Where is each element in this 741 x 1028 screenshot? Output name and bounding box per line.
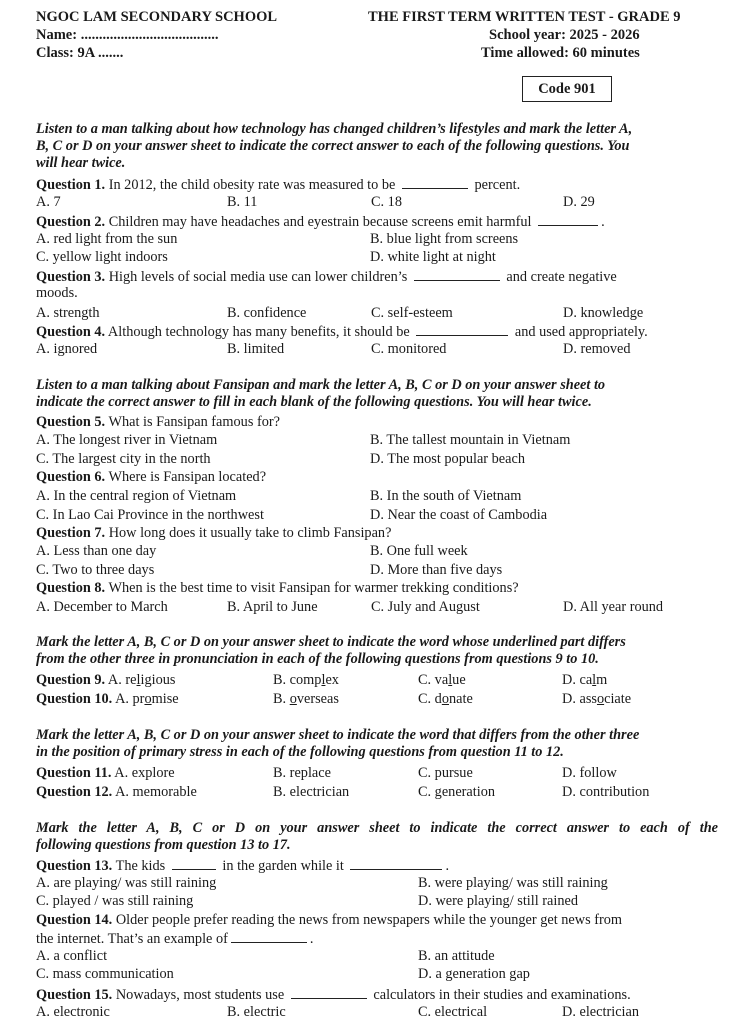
option-b: B. The tallest mountain in Vietnam (370, 432, 571, 448)
question-text: Older people prefer reading the news from newspapers while the younger get news from (115, 912, 623, 928)
option-d: D. More than five days (370, 562, 503, 578)
school-name: NGOC LAM SECONDARY SCHOOL (36, 9, 278, 25)
option-b: B. confidence (227, 305, 307, 321)
section-5-line-1: Mark the letter A, B, C or D on your answer sheet to indicate the correct answer to each of the (36, 820, 718, 836)
question-text: When is the best time to visit Fansipan for warmer trekking conditions? (108, 580, 519, 596)
answer-blank (350, 856, 442, 870)
option-a: A. electronic (36, 1004, 110, 1020)
question-text: How long does it usually take to climb Fansipan? (108, 525, 392, 541)
question-15-options (36, 1003, 726, 1021)
option-c: C. The largest city in the north (36, 451, 211, 467)
option-d: D. All year round (563, 599, 664, 615)
option-d: D. The most popular beach (370, 451, 525, 467)
option-c: C. 18 (371, 194, 402, 210)
question-label: Question 9. (36, 672, 106, 688)
section-3-line-2: from the other three in pronunciation in each of the following questions from questions 9 to 10. (36, 651, 599, 667)
option-c: C. played / was still raining (36, 893, 194, 909)
option-a: A. ignored (36, 341, 98, 357)
section-3-instructions (36, 634, 718, 668)
option-a: A. Less than one day (36, 543, 157, 559)
section-4-instructions (36, 727, 718, 761)
section-5-instructions (36, 820, 718, 854)
answer-blank (402, 175, 468, 189)
question-text: Where is Fansipan located? (108, 469, 267, 485)
question-text: What is Fansipan famous for? (108, 414, 280, 430)
option-d: D. knowledge (563, 305, 644, 321)
question-14-options-row-1 (36, 947, 726, 965)
question-15-stem (36, 985, 726, 1003)
question-label: Question 3. (36, 269, 106, 285)
question-6-options-row-1 (36, 487, 726, 505)
option-b: B. electric (227, 1004, 286, 1020)
option-d: D. follow (562, 765, 617, 781)
question-text: High levels of social media use can lower children’s (108, 269, 408, 285)
underlined-letter: l (321, 672, 326, 688)
question-7-stem (36, 524, 726, 542)
question-label: Question 1. (36, 177, 106, 193)
option-a: A. are playing/ was still raining (36, 875, 217, 891)
option-c: C. self-esteem (371, 305, 453, 321)
question-text: calculators in their studies and examinations. (373, 987, 631, 1003)
question-10-option-b: B. overseas (273, 691, 339, 707)
section-4-line-1: Mark the letter A, B, C or D on your answer sheet to indicate the word that differs from the other three (36, 727, 640, 743)
question-3-options (36, 304, 726, 322)
underlined-letter: l (592, 672, 597, 688)
option-c: C. mass communication (36, 966, 174, 982)
option-a: A. red light from the sun (36, 231, 178, 247)
section-1-instructions (36, 121, 718, 172)
underlined-letter: o (596, 691, 605, 707)
time-allowed: Time allowed: 60 minutes (481, 45, 640, 61)
question-10-option-a: Question 10. A. promise (36, 691, 179, 707)
question-text: Nowadays, most students use (115, 987, 285, 1003)
question-text: . (445, 858, 450, 874)
option-a: A. December to March (36, 599, 168, 615)
option-c: C. generation (418, 784, 496, 800)
exam-code-box: Code 901 (522, 76, 612, 102)
answer-blank (172, 856, 216, 870)
underlined-letter: l (448, 672, 453, 688)
option-b: B. 11 (227, 194, 258, 210)
option-d: D. removed (563, 341, 631, 357)
class-line: Class: 9A ....... (36, 45, 124, 61)
question-label: Question 14. (36, 912, 113, 928)
option-c: C. electrical (418, 1004, 488, 1020)
question-10-option-c: C. donate (418, 691, 473, 707)
question-9-option-a: Question 9. A. religious (36, 672, 176, 688)
question-text: In 2012, the child obesity rate was measured to be (108, 177, 396, 193)
question-text: and create negative (506, 269, 617, 285)
option-b: B. April to June (227, 599, 318, 615)
question-label: Question 6. (36, 469, 106, 485)
option-b: B. One full week (370, 543, 468, 559)
option-c: C. yellow light indoors (36, 249, 168, 265)
question-label: Question 5. (36, 414, 106, 430)
question-label: Question 11. (36, 765, 112, 781)
school-year: School year: 2025 - 2026 (489, 27, 640, 43)
section-1-line-1: Listen to a man talking about how technology has changed children’s lifestyles and mark the letter A, (36, 121, 633, 137)
question-text: The kids (115, 858, 166, 874)
answer-blank (416, 322, 508, 336)
question-9-option-c: C. value (418, 672, 466, 688)
option-d: D. contribution (562, 784, 650, 800)
question-text: percent. (474, 177, 521, 193)
option-d: D. Near the coast of Cambodia (370, 507, 548, 523)
question-7-options-row-2 (36, 561, 726, 579)
question-4-options (36, 340, 726, 358)
question-2-options-row-1 (36, 230, 726, 248)
question-label: Question 13. (36, 858, 113, 874)
option-b: B. were playing/ was still raining (418, 875, 608, 891)
option-d: D. a generation gap (418, 966, 530, 982)
option-a: A. In the central region of Vietnam (36, 488, 237, 504)
question-3-stem-continued: moods. (36, 285, 78, 301)
question-14-stem-continued (36, 929, 726, 947)
section-5-line-2: following questions from question 13 to 17. (36, 837, 291, 853)
question-12-option-a: Question 12. A. memorable (36, 784, 197, 800)
section-2-line-1: Listen to a man talking about Fansipan and mark the letter A, B, C or D on your answer sheet to (36, 377, 606, 393)
section-2-instructions (36, 377, 718, 411)
option-b: B. In the south of Vietnam (370, 488, 522, 504)
question-12-row (36, 783, 726, 801)
option-b: B. blue light from screens (370, 231, 519, 247)
question-13-options-row-2 (36, 892, 726, 910)
question-6-stem (36, 468, 726, 486)
option-d: D. white light at night (370, 249, 496, 265)
question-7-options-row-1 (36, 542, 726, 560)
question-5-options-row-2 (36, 450, 726, 468)
question-5-options-row-1 (36, 431, 726, 449)
underlined-letter: o (144, 691, 152, 707)
section-1-line-3: will hear twice. (36, 155, 126, 171)
question-4-stem (36, 322, 726, 340)
question-text: . (601, 214, 605, 230)
question-14-stem (36, 911, 716, 929)
question-10-option-d: D. associate (562, 691, 632, 707)
question-5-stem (36, 413, 726, 431)
option-b: B. electrician (273, 784, 350, 800)
option-a: A. The longest river in Vietnam (36, 432, 218, 448)
answer-blank (538, 212, 598, 226)
option-d: D. were playing/ still rained (418, 893, 579, 909)
question-9-option-b: B. complex (273, 672, 339, 688)
question-label: Question 8. (36, 580, 106, 596)
question-1-options (36, 193, 726, 211)
question-13-stem (36, 856, 726, 874)
option-c: C. Two to three days (36, 562, 155, 578)
question-9-option-d: D. calm (562, 672, 608, 688)
question-text: . (309, 931, 314, 947)
option-a: A. 7 (36, 194, 61, 210)
option-b: B. an attitude (418, 948, 495, 964)
question-8-stem (36, 579, 726, 597)
underlined-letter: o (289, 691, 297, 707)
option-b: B. replace (273, 765, 331, 781)
question-label: Question 10. (36, 691, 113, 707)
section-3-line-1: Mark the letter A, B, C or D on your answer sheet to indicate the word whose underlined part differs (36, 634, 626, 650)
question-text: and used appropriately. (514, 324, 648, 340)
option-c: C. In Lao Cai Province in the northwest (36, 507, 264, 523)
answer-blank (414, 267, 500, 281)
answer-blank (231, 929, 307, 943)
question-label: Question 12. (36, 784, 113, 800)
question-2-options-row-2 (36, 248, 726, 266)
question-13-options-row-1 (36, 874, 726, 892)
question-text: in the garden while it (222, 858, 344, 874)
question-1-stem (36, 175, 726, 193)
section-4-line-2: in the position of primary stress in each of the following questions from question 11 to 12. (36, 744, 564, 760)
option-c: C. pursue (418, 765, 473, 781)
question-10-row (36, 690, 726, 708)
question-11-row (36, 764, 726, 782)
option-b: B. limited (227, 341, 285, 357)
question-text: the internet. That’s an example of (36, 931, 228, 947)
answer-blank (291, 985, 367, 999)
question-label: Question 15. (36, 987, 113, 1003)
question-label: Question 2. (36, 214, 106, 230)
test-title: THE FIRST TERM WRITTEN TEST - GRADE 9 (368, 9, 681, 25)
option-c: C. monitored (371, 341, 447, 357)
question-14-options-row-2 (36, 965, 726, 983)
option-c: C. July and August (371, 599, 480, 615)
option-a: A. strength (36, 305, 100, 321)
question-2-stem (36, 212, 726, 230)
question-label: Question 7. (36, 525, 106, 541)
underlined-letter: l (136, 672, 141, 688)
option-d: D. 29 (563, 194, 595, 210)
section-2-line-2: indicate the correct answer to fill in each blank of the following questions. You will hear twice. (36, 394, 592, 410)
student-name-line: Name: ...................................... (36, 27, 219, 43)
option-d: D. electrician (562, 1004, 639, 1020)
question-label: Question 4. (36, 324, 106, 340)
section-1-line-2: B, C or D on your answer sheet to indicate the correct answer to each of the following questions. You (36, 138, 630, 154)
question-3-stem (36, 267, 726, 285)
question-9-row (36, 671, 726, 689)
option-a: A. a conflict (36, 948, 108, 964)
question-11-option-a: Question 11. A. explore (36, 765, 175, 781)
question-text: Children may have headaches and eyestrain because screens emit harmful (108, 214, 532, 230)
question-8-options (36, 598, 726, 616)
question-text: Although technology has many benefits, it should be (107, 324, 410, 340)
underlined-letter: o (441, 691, 449, 707)
question-6-options-row-2 (36, 506, 726, 524)
